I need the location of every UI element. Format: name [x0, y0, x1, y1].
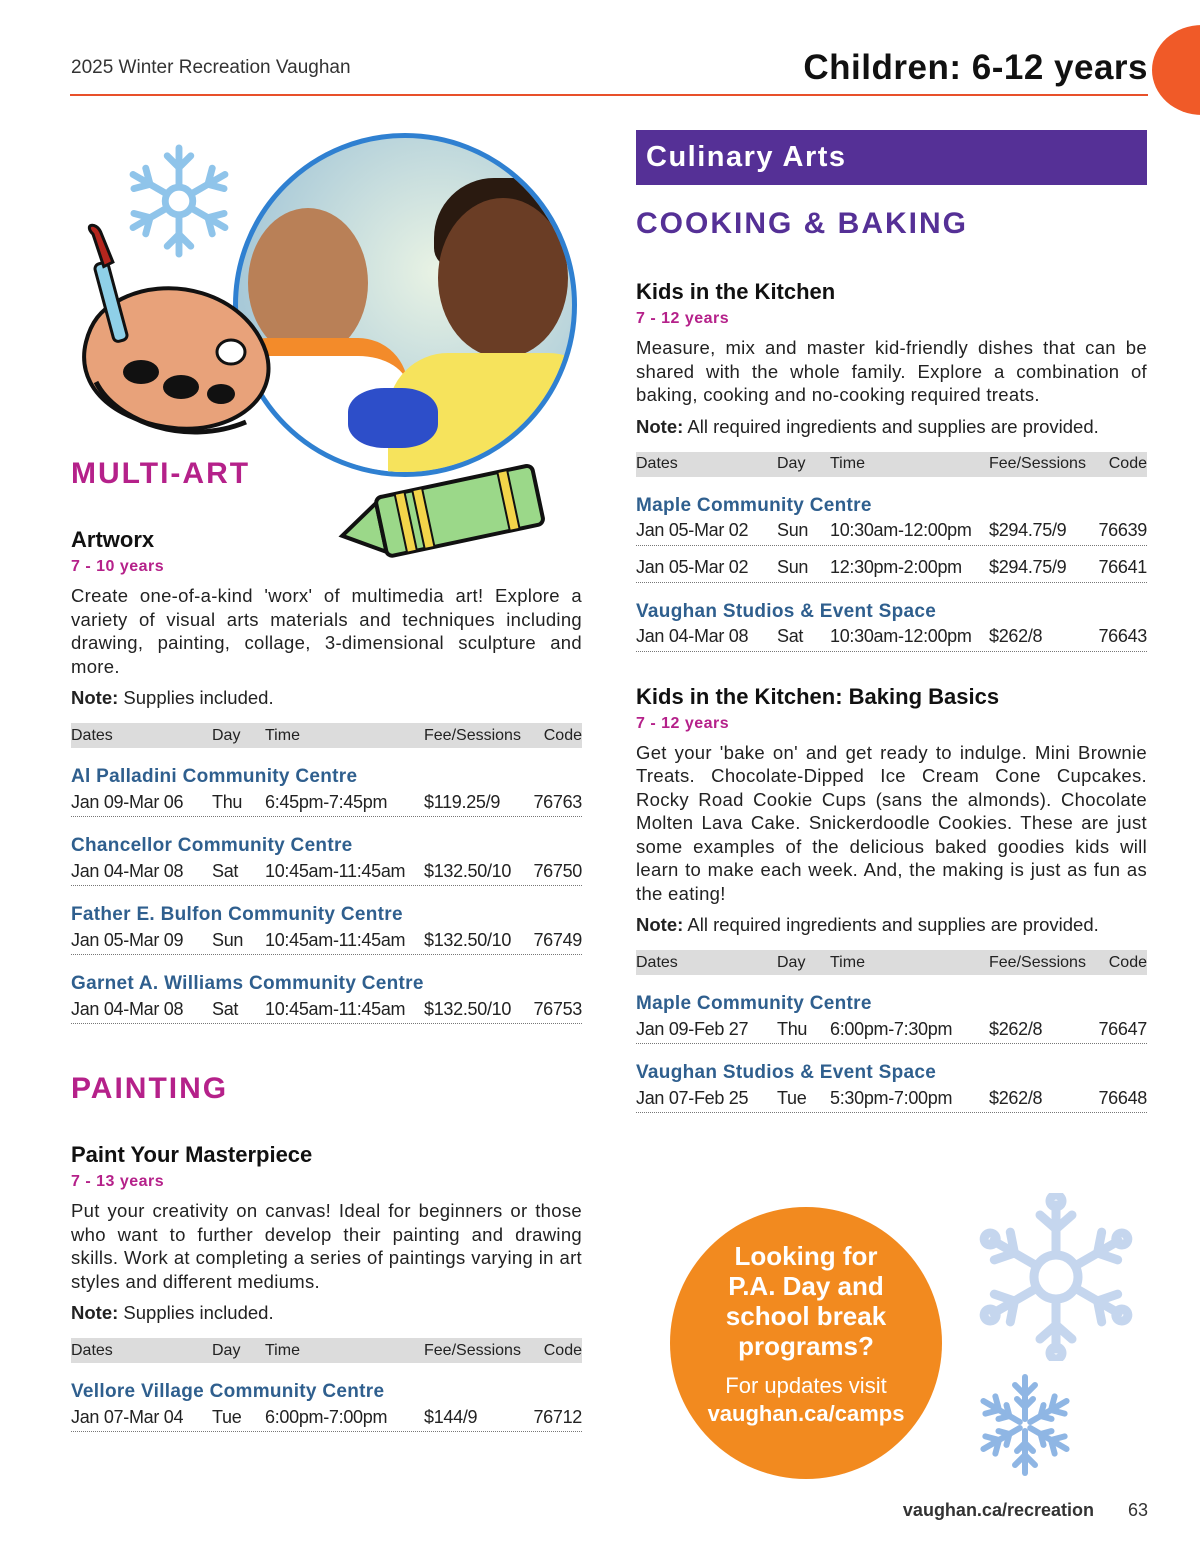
row-day: Sun [212, 929, 244, 950]
note-text: All required ingredients and supplies are provided. [683, 914, 1099, 935]
snowflake-icon [972, 1372, 1078, 1478]
col-fee: Fee/Sessions [989, 455, 1086, 472]
row-time: 12:30pm-2:00pm [830, 557, 962, 577]
row-time: 10:30am-12:00pm [830, 520, 972, 540]
photo-craft-material [348, 388, 438, 448]
table-row [636, 554, 1147, 583]
row-code: 76647 [1098, 1018, 1147, 1039]
row-time: 6:00pm-7:30pm [830, 1018, 953, 1039]
program-title: Kids in the Kitchen: Baking Basics [636, 683, 1000, 709]
left-column [71, 457, 582, 1432]
col-time: Time [830, 953, 865, 971]
painting-heading: PAINTING [71, 1072, 229, 1105]
photo-girl-face [438, 198, 568, 358]
culinary-arts-banner: Culinary Arts [636, 130, 1147, 185]
row-day: Thu [777, 1018, 808, 1039]
paint-palette-icon [76, 222, 276, 447]
page-number: 63 [1127, 1500, 1148, 1520]
publication-title: 2025 Winter Recreation Vaughan [71, 57, 351, 78]
program-description: Create one-of-a-kind 'worx' of multimedia art! Explore a variety of visual arts materials and techniques including drawing, painting, collage, 3-dimensional sculpture and more. [71, 585, 582, 677]
location-name: Al Palladini Community Centre [71, 766, 358, 787]
program-ages: 7 - 10 years [71, 558, 165, 575]
col-fee: Fee/Sessions [424, 1341, 521, 1359]
children-crafting-photo [233, 133, 577, 477]
note-label: Note: [71, 1302, 119, 1323]
col-day: Day [777, 455, 806, 472]
footer-website-link[interactable]: vaughan.ca/recreation [902, 1500, 1094, 1520]
row-fee: $119.25/9 [424, 791, 501, 812]
program-note [71, 687, 582, 709]
program-note [636, 914, 1147, 936]
row-day: Tue [212, 1406, 242, 1427]
row-dates: Jan 04-Mar 08 [71, 860, 184, 881]
row-code: 76749 [533, 929, 582, 950]
row-fee: $144/9 [424, 1406, 478, 1427]
row-time: 10:45am-11:45am [265, 929, 406, 950]
row-dates: Jan 07-Mar 04 [71, 1406, 184, 1427]
note-label: Note: [636, 415, 684, 437]
row-code: 76641 [1098, 557, 1147, 577]
col-code: Code [543, 726, 582, 744]
table-row [636, 1015, 1147, 1044]
row-fee: $294.75/9 [989, 557, 1067, 577]
col-code: Code [1108, 455, 1147, 472]
row-code: 76648 [1098, 1087, 1147, 1108]
location-name: Vaughan Studios & Event Space [636, 1062, 937, 1083]
row-code: 76753 [533, 998, 582, 1019]
col-day: Day [212, 726, 241, 744]
row-time: 10:45am-11:45am [265, 860, 406, 881]
row-code: 76712 [533, 1406, 582, 1427]
program-title: Kids in the Kitchen [636, 279, 836, 304]
artworx-program [71, 527, 582, 1024]
col-time: Time [265, 1341, 300, 1359]
multi-art-heading: MULTI-ART [71, 457, 251, 490]
row-dates: Jan 04-Mar 08 [636, 626, 749, 646]
program-description: Measure, mix and master kid-friendly dishes that can be shared with the whole family. Explore a combination of baking, cooking and no-cooking required treats. [636, 337, 1147, 405]
callout-heading-line: school break [725, 1301, 887, 1331]
program-ages: 7 - 12 years [636, 310, 730, 327]
table-row [636, 517, 1147, 546]
row-time: 5:30pm-7:00pm [830, 1087, 953, 1108]
row-time: 6:45pm-7:45pm [265, 791, 388, 812]
callout-heading-line: programs? [738, 1331, 874, 1361]
row-code: 76639 [1098, 520, 1147, 540]
col-code: Code [1108, 953, 1147, 971]
row-code: 76750 [533, 860, 582, 881]
col-dates: Dates [71, 1341, 113, 1359]
program-title: Artworx [71, 527, 155, 552]
location-name: Chancellor Community Centre [71, 835, 353, 856]
table-row [71, 926, 582, 955]
table-row [71, 1403, 582, 1432]
row-fee: $132.50/10 [424, 998, 512, 1019]
header-divider [70, 94, 1148, 96]
camps-link[interactable]: vaughan.ca/camps [707, 1401, 905, 1426]
note-text: Supplies included. [118, 687, 274, 708]
program-ages: 7 - 12 years [636, 714, 730, 732]
note-label: Note: [71, 687, 119, 708]
row-day: Sun [777, 520, 809, 540]
row-day: Sat [777, 626, 804, 646]
program-description: Put your creativity on canvas! Ideal for beginners or those who want to further develop their painting and drawing skills. Work at completing a series of paintings varying in art styles and different mediums. [71, 1200, 582, 1292]
callout-heading-line: Looking for [734, 1241, 878, 1271]
snowflake-icon [972, 1193, 1140, 1361]
location-name: Maple Community Centre [636, 993, 872, 1014]
schedule-table-header [636, 950, 1147, 975]
row-time: 6:00pm-7:00pm [265, 1406, 388, 1427]
row-fee: $262/8 [989, 1018, 1043, 1039]
callout-heading-line: P.A. Day and [728, 1271, 884, 1301]
col-dates: Dates [636, 953, 678, 971]
col-code: Code [543, 1341, 582, 1359]
table-row [636, 1084, 1147, 1113]
row-dates: Jan 09-Mar 06 [71, 791, 184, 812]
callout-heading [670, 1241, 942, 1361]
row-fee: $132.50/10 [424, 860, 512, 881]
corner-tab-decoration [1152, 25, 1200, 115]
col-time: Time [265, 726, 300, 744]
schedule-table-header [71, 723, 582, 748]
row-dates: Jan 05-Mar 02 [636, 557, 749, 577]
note-text: All required ingredients and supplies are provided. [683, 415, 1099, 437]
note-text: Supplies included. [118, 1302, 274, 1323]
row-time: 10:45am-11:45am [265, 998, 406, 1019]
location-name: Vellore Village Community Centre [71, 1381, 385, 1402]
note-label: Note: [636, 914, 684, 935]
col-day: Day [777, 953, 806, 971]
table-row [71, 857, 582, 886]
page-section-title: Children: 6-12 years [803, 48, 1148, 87]
row-dates: Jan 09-Feb 27 [636, 1018, 749, 1039]
row-code: 76643 [1098, 626, 1147, 646]
row-day: Tue [777, 1087, 807, 1108]
col-fee: Fee/Sessions [424, 726, 521, 744]
location-name: Maple Community Centre [636, 494, 872, 516]
table-row [636, 623, 1147, 652]
row-dates: Jan 05-Mar 02 [636, 520, 749, 540]
row-day: Sat [212, 860, 239, 881]
location-name: Vaughan Studios & Event Space [636, 600, 937, 622]
schedule-table-header [71, 1338, 582, 1363]
row-code: 76763 [533, 791, 582, 812]
program-ages: 7 - 13 years [71, 1173, 165, 1190]
callout-subtext: For updates visit [725, 1373, 887, 1398]
schedule-table-header [636, 452, 1147, 477]
row-fee: $262/8 [989, 626, 1043, 646]
location-name: Garnet A. Williams Community Centre [71, 973, 424, 994]
program-title: Paint Your Masterpiece [71, 1142, 313, 1167]
row-day: Thu [212, 791, 243, 812]
table-row [71, 995, 582, 1024]
col-dates: Dates [71, 726, 113, 744]
location-name: Father E. Bulfon Community Centre [71, 904, 403, 925]
program-note [71, 1302, 582, 1324]
row-fee: $262/8 [989, 1087, 1043, 1108]
col-day: Day [212, 1341, 241, 1359]
cooking-baking-heading: COOKING & BAKING [636, 207, 968, 240]
kids-kitchen-program [636, 279, 1147, 652]
col-time: Time [830, 455, 865, 472]
baking-basics-program [636, 684, 1147, 1114]
col-dates: Dates [636, 455, 678, 472]
row-dates: Jan 04-Mar 08 [71, 998, 184, 1019]
table-row [71, 788, 582, 817]
row-dates: Jan 07-Feb 25 [636, 1087, 749, 1108]
paint-masterpiece-program [71, 1142, 582, 1432]
row-fee: $132.50/10 [424, 929, 512, 950]
pa-day-callout [670, 1207, 942, 1479]
row-day: Sun [777, 557, 809, 577]
col-fee: Fee/Sessions [989, 953, 1086, 971]
program-note [636, 416, 1147, 438]
row-fee: $294.75/9 [989, 520, 1067, 540]
row-day: Sat [212, 998, 239, 1019]
row-time: 10:30am-12:00pm [830, 626, 972, 646]
program-description: Get your 'bake on' and get ready to indulge. Mini Brownie Treats. Chocolate-Dipped Ice Cream Cone Cupcakes. Rocky Road Cookie Cups (sans the almonds). Chocolate Molten Lava Cake. Snickerdoodle Cookies. These are just some examples of the delicious baked goodies kids will learn to make each week. And, the making is just as fun as the eating! [636, 741, 1147, 904]
right-column [636, 130, 1147, 1113]
row-dates: Jan 05-Mar 09 [71, 929, 184, 950]
